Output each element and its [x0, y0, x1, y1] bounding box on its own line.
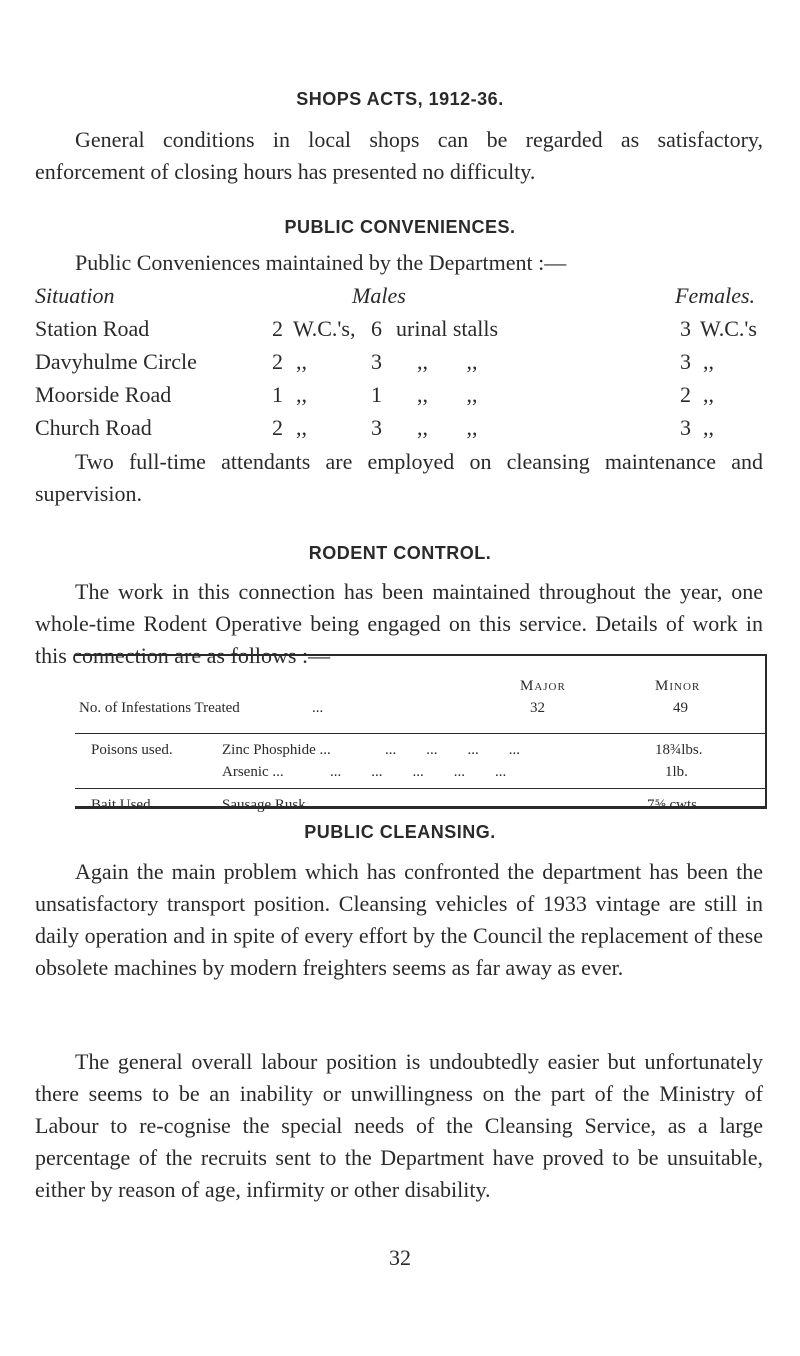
- poison-name: Arsenic ...: [222, 764, 284, 780]
- poison-dots: ... ... ... ... ...: [330, 764, 507, 780]
- row-urinal-count: 1: [371, 382, 382, 407]
- row-wc-count: 2: [272, 415, 283, 440]
- row-urinal-label: ,, ,,: [417, 382, 478, 407]
- poisons-label: Poisons used.: [91, 742, 173, 758]
- row-urinal-count: 3: [371, 415, 382, 440]
- conveniences-closing: Two full-time attendants are employed on cleansing maintenance and supervision.: [35, 449, 763, 506]
- row-female-label: ,,: [703, 415, 714, 440]
- bait-name: Sausage Rusk ...: [222, 797, 321, 813]
- row-wc-label: ,,: [296, 415, 307, 440]
- cleansing-paragraph-2: The general overall labour position is undoubtedly easier but unfortunately there seems to be an inability or unwillingness on the part of the Ministry of Labour to re-cognise the special needs of the Cleansing Service, as a large percentage of the recruits sent to the Department have proved to be unsuitable, either by reason of age, infirmity or other disability.: [35, 1049, 763, 1202]
- row-wc-label: W.C.'s,: [293, 316, 356, 341]
- page-number: 32: [389, 1245, 411, 1270]
- poison-name: Zinc Phosphide ...: [222, 742, 331, 758]
- row-female-label: ,,: [703, 349, 714, 374]
- bait-label: Bait Used.: [91, 797, 155, 813]
- infestations-label: No. of Infestations Treated: [79, 700, 240, 716]
- col-major-header: Major: [520, 678, 566, 694]
- infestations-dots: ...: [312, 700, 324, 716]
- row-female-count: 3: [680, 349, 691, 374]
- row-female-label: ,,: [703, 382, 714, 407]
- row-wc-label: ,,: [296, 382, 307, 407]
- rodent-table: [75, 654, 767, 813]
- row-female-count: 3: [680, 415, 691, 440]
- row-situation: Church Road: [35, 415, 152, 440]
- col-situation-header: Situation: [35, 283, 115, 308]
- row-wc-count: 2: [272, 316, 283, 341]
- row-situation: Moorside Road: [35, 382, 172, 407]
- row-female-label: W.C.'s: [700, 316, 757, 341]
- row-wc-count: 2: [272, 349, 283, 374]
- poison-dots: ... ... ... ...: [385, 742, 520, 758]
- cleansing-heading: PUBLIC CLEANSING.: [304, 822, 496, 842]
- poison-amount: 1lb.: [665, 764, 688, 780]
- bait-amount: 7⅝ cwts.: [647, 797, 701, 813]
- row-urinal-label: urinal stalls: [396, 316, 499, 341]
- col-males-header: Males: [352, 283, 406, 308]
- cleansing-paragraph-1: Again the main problem which has confronted the department has been the unsatisfactory transport position. Cleansing vehicles of 1933 vintage are still in daily operation and in spite of every effort by the Council the replacement of these obsolete machines by modern freighters seems as far away as ever.: [35, 859, 763, 980]
- col-minor-header: Minor: [655, 678, 701, 694]
- row-wc-label: ,,: [296, 349, 307, 374]
- table-divider: [75, 733, 765, 734]
- row-urinal-count: 6: [371, 316, 382, 341]
- major-value: 32: [530, 700, 545, 716]
- conveniences-heading: PUBLIC CONVENIENCES.: [284, 217, 516, 237]
- shops-heading: SHOPS ACTS, 1912-36.: [296, 89, 504, 109]
- row-urinal-label: ,, ,,: [417, 415, 478, 440]
- row-urinal-count: 3: [371, 349, 382, 374]
- table-divider: [75, 788, 765, 789]
- row-wc-count: 1: [272, 382, 283, 407]
- row-situation: Station Road: [35, 316, 150, 341]
- row-situation: Davyhulme Circle: [35, 349, 197, 374]
- minor-value: 49: [673, 700, 688, 716]
- rodent-heading: RODENT CONTROL.: [308, 543, 492, 563]
- row-female-count: 2: [680, 382, 691, 407]
- poison-amount: 18¾lbs.: [655, 742, 703, 758]
- shops-paragraph: General conditions in local shops can be regarded as satisfactory, enforcement of closing hours has presented no difficulty.: [35, 127, 763, 184]
- row-female-count: 3: [680, 316, 691, 341]
- rodent-paragraph: The work in this connection has been maintained throughout the year, one whole-time Rodent Operative being engaged on this service. Details of work in this connection are as follows :—: [35, 579, 763, 668]
- col-females-header: Females.: [675, 283, 756, 308]
- conveniences-intro: Public Conveniences maintained by the Department :—: [75, 250, 567, 275]
- row-urinal-label: ,, ,,: [417, 349, 478, 374]
- bait-dots: ... ... ... ...: [385, 797, 520, 813]
